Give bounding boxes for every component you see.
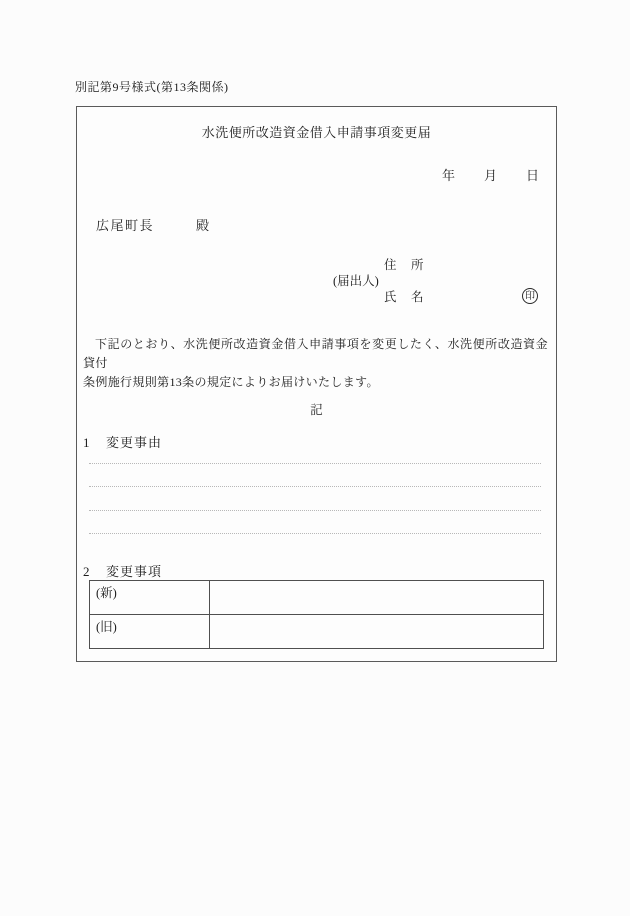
change-items-table	[89, 580, 544, 649]
write-in-line	[89, 510, 541, 511]
section-1-number: 1	[83, 435, 90, 450]
notifier-name-label: 氏 名	[384, 290, 425, 304]
new-row-label: (新)	[90, 581, 210, 615]
month-label: 月	[483, 168, 497, 183]
record-marker: 記	[310, 403, 323, 417]
section-2-number: 2	[83, 564, 90, 579]
addressee-honorific: 殿	[196, 218, 211, 233]
date-line	[442, 165, 539, 184]
form-title: 水洗便所改造資金借入申請事項変更届	[201, 125, 432, 140]
table-row-old	[90, 615, 544, 649]
write-in-line	[89, 486, 541, 487]
year-label: 年	[441, 168, 455, 183]
body-line-1: 下記のとおり、水洗便所改造資金借入申請事項を変更したく、水洗便所改造資金貸付	[83, 337, 548, 370]
old-row-value-cell	[210, 615, 544, 649]
form-number-label: 別記第9号様式(第13条関係)	[75, 80, 229, 94]
section-2-title: 変更事項	[106, 564, 163, 579]
notifier-role-label: (届出人)	[333, 274, 379, 288]
section-1-title: 変更事由	[106, 435, 163, 450]
addressee-line	[96, 215, 211, 234]
old-row-label: (旧)	[90, 615, 210, 649]
body-paragraph	[83, 335, 548, 392]
day-label: 日	[525, 168, 539, 183]
body-line-2: 条例施行規則第13条の規定によりお届けいたします。	[83, 375, 379, 389]
section-change-items	[83, 561, 162, 580]
addressee-name: 広尾町長	[96, 218, 155, 233]
section-change-reason	[83, 432, 162, 451]
write-in-line	[89, 463, 541, 464]
notifier-address-label: 住 所	[384, 258, 425, 272]
write-in-line	[89, 533, 541, 534]
notifier-block	[77, 257, 556, 305]
table-row-new	[90, 581, 544, 615]
new-row-value-cell	[210, 581, 544, 615]
form-border-box	[76, 106, 557, 662]
inkan-seal-icon: 印	[522, 288, 538, 304]
